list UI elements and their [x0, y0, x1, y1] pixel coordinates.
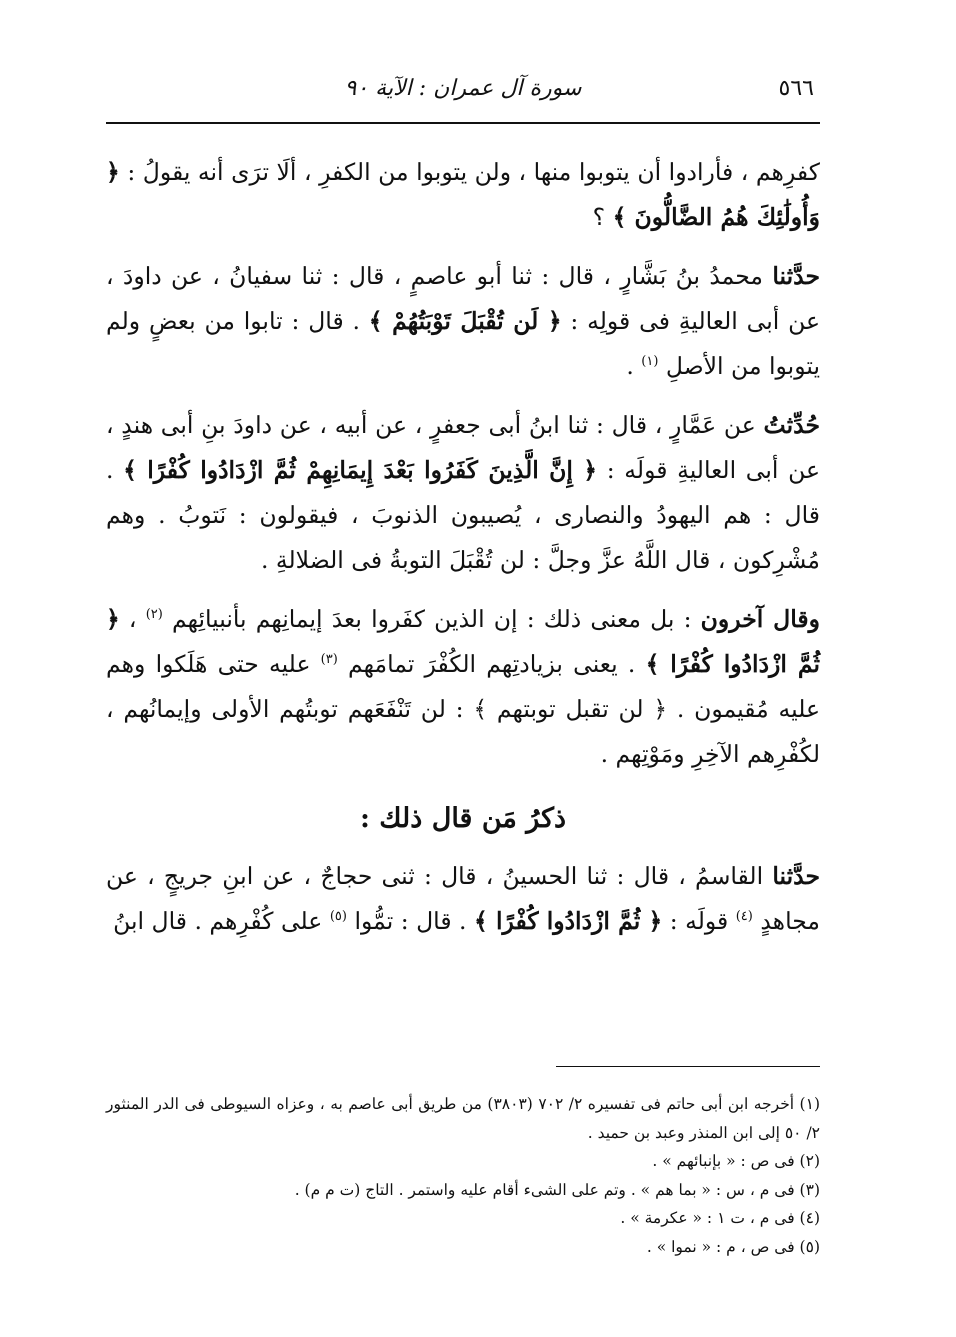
footnote-5: (٥) فى ص ، م : « نموا » . [646, 1237, 820, 1256]
quran-quote: ﴿ إِنَّ الَّذِينَ كَفَرُوا بَعْدَ إِيمَانِهِمْ ثُمَّ ازْدَادُوا كُفْرًا ﴾ [123, 456, 598, 484]
text-segment: قولَه : [662, 907, 729, 935]
quran-quote: ﴿ لَن تُقْبَلَ تَوْبَتُهُمْ ﴾ [368, 307, 562, 335]
main-text [106, 150, 820, 958]
narration-lead: حدَّثنا [772, 262, 820, 290]
text-segment: ، [119, 605, 137, 633]
running-title: سورة آل عمران : الآية ٩٠ [344, 76, 582, 101]
text-segment: : بل معنى ذلك : إن الذين كفَروا بعدَ إيمانِهم بأنبيائِهم [171, 605, 692, 633]
text-segment: على كُفْرِهم . قال ابنُ [113, 907, 323, 935]
narration-lead: وقال آخرون [700, 605, 820, 633]
text-segment: محمدُ بنُ بَشَّارٍ ، قال : ثنا أبو عاصمٍ ، قال : ثنا سفيانُ ، عن داودَ ، عن أبى العاليةِ فى قولِه : [106, 262, 820, 335]
header-rule [106, 122, 820, 124]
footnote-marker: (٤) [735, 909, 753, 925]
text-segment: ؟ [592, 203, 606, 231]
quran-quote: ﴿ وَأُولَٰئِكَ هُمُ الضَّالُّونَ ﴾ [106, 158, 820, 231]
text-segment: كفرِهم ، فأرادوا أن يتوبوا منها ، ولن يتوبوا من الكفرِ ، ألَا ترَى أنه يقولُ : [127, 158, 820, 186]
text-segment: عن عَمَّارٍ ، قال : ثنا ابنُ أبى جعفرٍ ، عن أبيه ، عن داودَ بنِ أبى هندٍ ، عن أبى العاليةِ قولَه : [106, 411, 820, 484]
text-segment: . يعنى بزيادتِهم الكُفْرَ تمامَهم [348, 650, 636, 678]
text-segment: . قال : هم اليهودُ والنصارى ، يُصيبون الذنوبَ ، فيقولون : نَتوبُ . وهم مُشْرِكون ، قال اللَّهُ عزَّ وجلَّ : لن تُقْبَلَ التوبةُ فى الضلالةِ . [106, 456, 820, 574]
text-segment: . [626, 352, 634, 380]
page-header [106, 72, 820, 112]
narration-lead: حدَّثنا [772, 862, 820, 890]
paragraph-2 [106, 254, 820, 389]
page-number: ٥٦٦ [778, 76, 814, 101]
narration-lead: حُدِّثتُ [763, 411, 820, 439]
text-segment: القاسمُ ، قال : ثنا الحسينُ ، قال : ثنى حجاجٌ ، عن ابنِ جريجٍ ، عن مجاهدٍ [106, 862, 820, 935]
footnote-marker: (١) [641, 354, 659, 370]
paragraph-3 [106, 403, 820, 583]
paragraph-5 [106, 854, 820, 944]
footnote-3: (٣) فى م ، س : « بما هم » . وتم على الشىء أقام عليه واستمر . التاج (ت م م) . [294, 1180, 820, 1199]
footnote-2: (٢) فى ص : « بإنبائهم » . [652, 1152, 820, 1170]
footnote-1: (١) أخرجه ابن أبى حاتم فى تفسيره ٢/ ٧٠٢ (٣٨٠٣) من طريق أبى عاصم به ، وعزاه السيوطى فى الدر المنثور ٢/ ٥٠ إلى ابن المنذر وعبد بن حميد . [106, 1095, 820, 1142]
text-segment: عليه حتى هَلَكوا وهم عليه مُقيمون . ﴿ لن تقبل توبتهم ﴾ : لن تَنْفَعَهم توبتُهم الأولى وإيمانُهم ، لكُفْرِهم الآخِرِ ومَوْتِهم . [106, 650, 820, 768]
footnote-rule [556, 1066, 820, 1067]
quran-quote: ﴿ ثُمَّ ازْدَادُوا كُفْرًا ﴾ [474, 907, 663, 935]
footnotes [106, 1090, 820, 1261]
text-segment: . قال : تمُّوا [354, 907, 467, 935]
section-heading: ذكرُ مَن قال ذلك : [359, 803, 567, 834]
paragraph-4 [106, 597, 820, 777]
paragraph-1 [106, 150, 820, 240]
text-segment: . قال : تابوا من بعضٍ ولم يتوبوا من الأصلِ [106, 307, 820, 380]
footnote-marker: (٢) [145, 607, 163, 623]
footnote-marker: (٣) [320, 652, 338, 668]
footnote-4: (٤) فى م ، ت ١ : « عكرمة » . [620, 1209, 820, 1227]
quran-quote: ﴿ ثُمَّ ازْدَادُوا كُفْرًا ﴾ [106, 605, 820, 678]
footnote-marker: (٥) [329, 909, 347, 925]
